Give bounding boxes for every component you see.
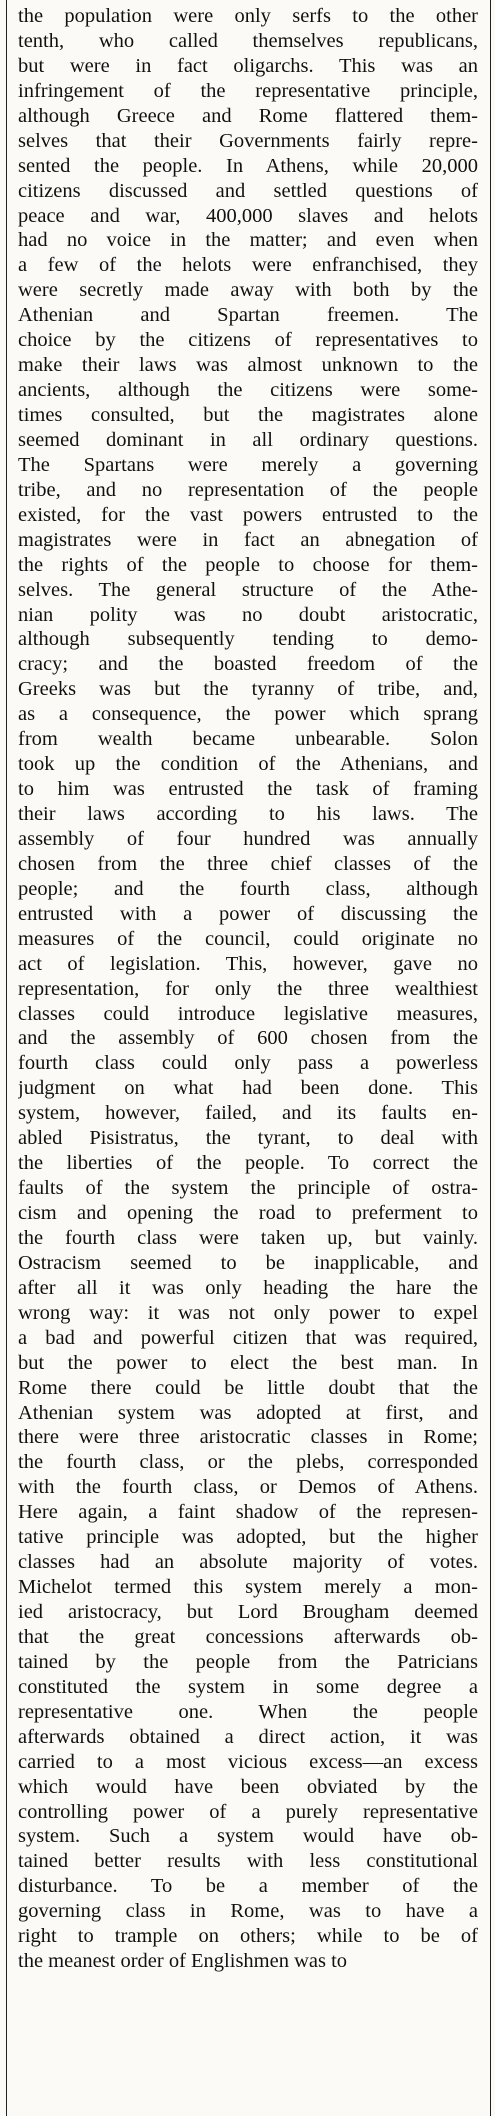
text-line: Athenian system was adopted at first, and xyxy=(18,1401,478,1424)
text-line: sented the people. In Athens, while 20,000 xyxy=(18,154,478,177)
text-line: although subsequently tending to demo- xyxy=(18,628,478,651)
text-line: peace and war, 400,000 slaves and helots xyxy=(18,204,478,227)
text-line: ied aristocracy, but Lord Brougham deemed xyxy=(18,1601,478,1623)
text-line: from wealth became unbearable. Solon xyxy=(18,728,478,751)
text-line: measures of the council, could originate no xyxy=(18,927,478,950)
text-line: were secretly made away with both by the xyxy=(18,279,478,302)
text-line: but were in fact oligarchs. This was an xyxy=(18,54,478,77)
text-line: right to trample on others; while to be of xyxy=(18,1925,478,1948)
text-line: constituted the system in some degree a xyxy=(18,1675,478,1698)
text-line: Greeks was but the tyranny of tribe, and, xyxy=(18,678,478,701)
text-line: and the assembly of 600 chosen from the xyxy=(18,1027,478,1050)
text-line: choice by the citizens of representatives to xyxy=(18,329,478,352)
text-line: selves. The general structure of the Athe- xyxy=(18,578,478,601)
left-column-rule xyxy=(6,0,7,2116)
text-line: times consulted, but the magistrates alone xyxy=(18,404,478,426)
text-line: ancients, although the citizens were some- xyxy=(18,379,478,402)
text-line: tenth, who called themselves republicans, xyxy=(18,29,478,52)
text-line: as a consequence, the power which sprang xyxy=(18,703,478,726)
text-line: classes could introduce legislative measures, xyxy=(18,1002,478,1025)
text-line: carried to a most vicious excess—an excess xyxy=(18,1750,478,1773)
text-line: their laws according to his laws. The xyxy=(18,803,478,825)
text-line: Michelot termed this system merely a mon- xyxy=(18,1576,478,1599)
text-line: make their laws was almost unknown to the xyxy=(18,354,478,377)
text-line: tative principle was adopted, but the higher xyxy=(18,1526,478,1549)
article-text-column xyxy=(18,4,478,1974)
text-line: magistrates were in fact an abnegation of xyxy=(18,528,478,551)
text-line: afterwards obtained a direct action, it was xyxy=(18,1725,478,1748)
text-line: the fourth class were taken up, but vainly. xyxy=(18,1226,478,1249)
text-line: entrusted with a power of discussing the xyxy=(18,902,478,925)
text-line: had no voice in the matter; and even when xyxy=(18,229,478,252)
text-line: tained better results with less constitutional xyxy=(18,1850,478,1873)
text-line: wrong way: it was not only power to expel xyxy=(18,1301,478,1324)
text-line: act of legislation. This, however, gave no xyxy=(18,952,478,975)
text-line: tained by the people from the Patricians xyxy=(18,1650,478,1673)
text-line: selves that their Governments fairly repre- xyxy=(18,129,478,152)
text-line: representative one. When the people xyxy=(18,1700,478,1723)
text-line: classes had an absolute majority of votes. xyxy=(18,1551,478,1574)
text-line: Here again, a faint shadow of the represen- xyxy=(18,1501,478,1524)
text-line: controlling power of a purely representative xyxy=(18,1800,478,1823)
text-line: governing class in Rome, was to have a xyxy=(18,1900,478,1923)
text-line: the meanest order of Englishmen was to xyxy=(18,1950,348,1973)
text-line: infringement of the representative principle, xyxy=(18,79,478,102)
text-line: people; and the fourth class, although xyxy=(18,877,478,900)
text-line: the liberties of the people. To correct the xyxy=(18,1152,478,1175)
text-line: faults of the system the principle of ostra- xyxy=(18,1177,478,1200)
text-line: disturbance. To be a member of the xyxy=(18,1875,478,1898)
text-line: a bad and powerful citizen that was required, xyxy=(18,1326,478,1349)
text-line: system, however, failed, and its faults en- xyxy=(18,1102,478,1125)
text-line: the rights of the people to choose for them- xyxy=(18,553,478,576)
text-line: representation, for only the three wealthiest xyxy=(18,977,478,1000)
text-line: although Greece and Rome flattered them- xyxy=(18,104,478,127)
text-line: chosen from the three chief classes of the xyxy=(18,852,478,875)
text-line: to him was entrusted the task of framing xyxy=(18,778,478,801)
text-line: tribe, and no representation of the people xyxy=(18,478,478,501)
text-line: which would have been obviated by the xyxy=(18,1775,478,1798)
text-line: took up the condition of the Athenians, and xyxy=(18,753,478,776)
text-line: but the power to elect the best man. In xyxy=(18,1351,478,1374)
right-column-rule xyxy=(490,0,491,2116)
text-line: system. Such a system would have ob- xyxy=(18,1825,478,1848)
text-line: the population were only serfs to the other xyxy=(18,5,478,27)
text-line: Athenian and Spartan freemen. The xyxy=(18,304,478,327)
text-line: cism and opening the road to preferment to xyxy=(18,1202,478,1224)
text-line: cracy; and the boasted freedom of the xyxy=(18,653,478,676)
text-line: fourth class could only pass a powerless xyxy=(18,1052,478,1075)
text-line: abled Pisistratus, the tyrant, to deal with xyxy=(18,1127,478,1150)
text-line: nian polity was no doubt aristocratic, xyxy=(18,603,478,626)
text-line: the fourth class, or the plebs, corresponded xyxy=(18,1451,478,1474)
text-line: assembly of four hundred was annually xyxy=(18,827,478,850)
text-line: after all it was only heading the hare the xyxy=(18,1276,478,1299)
text-line: Rome there could be little doubt that the xyxy=(18,1376,478,1399)
text-line: citizens discussed and settled questions of xyxy=(18,179,478,202)
text-line: that the great concessions afterwards ob- xyxy=(18,1625,478,1648)
text-line: with the fourth class, or Demos of Athens. xyxy=(18,1476,478,1499)
text-line: seemed dominant in all ordinary questions. xyxy=(18,428,478,451)
text-line: judgment on what had been done. This xyxy=(18,1077,478,1100)
text-line: existed, for the vast powers entrusted to the xyxy=(18,503,478,526)
text-line: The Spartans were merely a governing xyxy=(18,453,478,476)
text-line: there were three aristocratic classes in Rome; xyxy=(18,1426,478,1449)
text-line: a few of the helots were enfranchised, they xyxy=(18,254,478,277)
text-line: Ostracism seemed to be inapplicable, and xyxy=(18,1251,478,1274)
